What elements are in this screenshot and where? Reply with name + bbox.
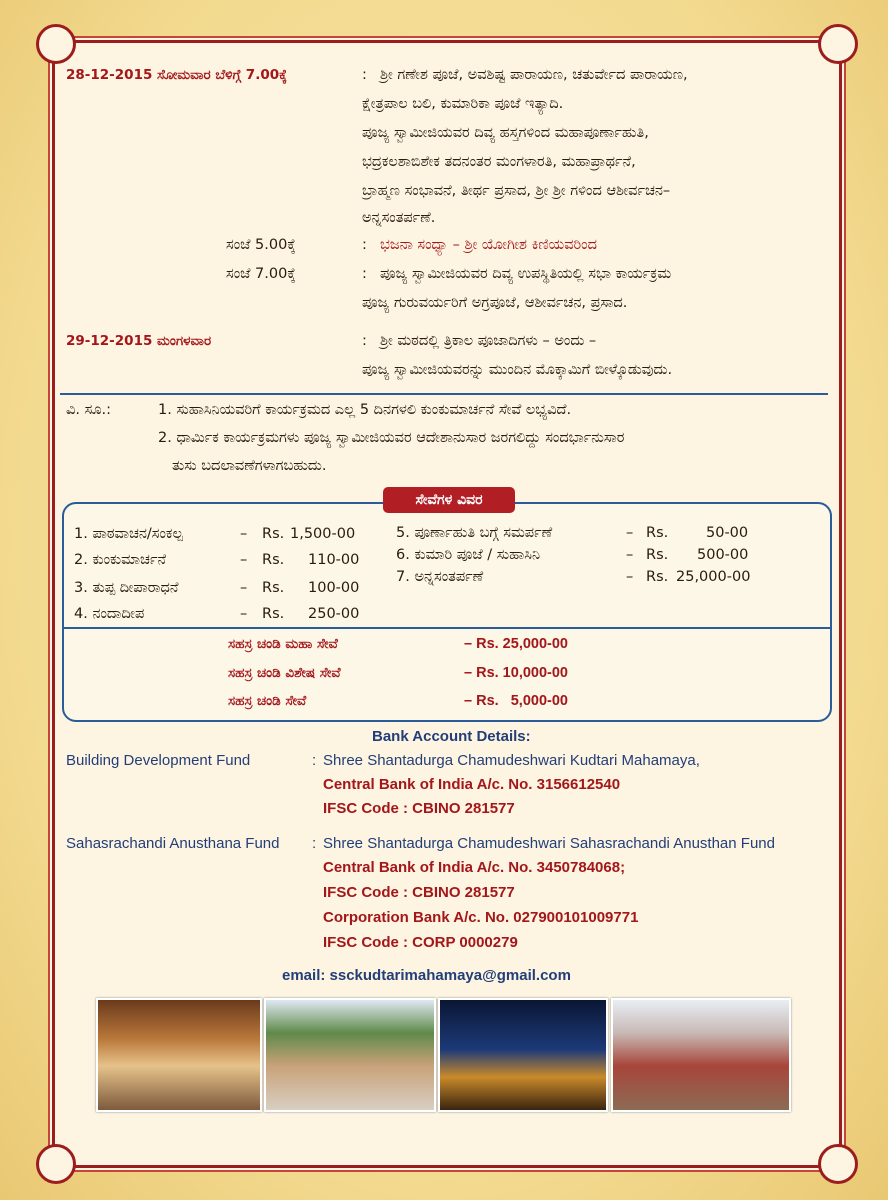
colon: : <box>362 333 367 349</box>
note-2: 2. ಧಾರ್ಮಿಕ ಕಾರ್ಯಕ್ರಮಗಳು ಪೂಜ್ಯ ಸ್ವಾಮೀಜಿಯವರ ಆದೇಶಾನುಸಾರ ಜರಗಲಿದ್ದು ಸಂದರ್ಭಾನುಸಾರ <box>158 430 625 446</box>
colon: : <box>362 266 367 282</box>
seva-rs: Rs. <box>262 526 285 542</box>
colon: : <box>312 752 317 769</box>
seva-item: 6. ಕುಮಾರಿ ಪೂಜೆ / ಸುಹಾಸಿನಿ <box>396 547 541 563</box>
seva-divider <box>62 627 830 629</box>
colon: : <box>312 835 317 852</box>
frame-ornament-icon <box>36 24 76 64</box>
colon: : <box>362 67 367 83</box>
seva-item: 7. ಅನ್ನಸಂತರ್ಪಣೆ <box>396 569 484 585</box>
colon: : <box>362 237 367 253</box>
event-line: ಪೂಜ್ಯ ಸ್ವಾಮೀಜಿಯವರನ್ನು ಮುಂದಿನ ಮೊಕ್ಕಾಮಿಗೆ ಬೀಳ್ಕೊಡುವುದು. <box>362 362 673 378</box>
note-2-cont: ತುಸು ಬದಲಾವಣೆಗಳಾಗಬಹುದು. <box>172 458 327 474</box>
temple-night-photo <box>438 998 608 1112</box>
seva-dash: – <box>240 552 248 568</box>
account-number-2: Corporation Bank A/c. No. 027900101009771 <box>323 909 639 926</box>
date-2: 29-12-2015 ಮಂಗಳವಾರ <box>66 333 212 349</box>
seva-dash: – <box>626 547 634 563</box>
note-1: 1. ಸುಹಾಸಿನಿಯವರಿಗೆ ಕಾರ್ಯಕ್ರಮದ ಎಲ್ಲ 5 ದಿನಗಳಲಿ ಕುಂಕುಮಾರ್ಚನೆ ಸೇವೆ ಲಭ್ಯವಿದೆ. <box>158 402 572 418</box>
seva-dash: – <box>240 606 248 622</box>
special-seva: ಸಹಸ್ರ ಚಂಡಿ ಮಹಾ ಸೇವೆ <box>228 636 338 652</box>
ifsc-code: IFSC Code : CBINO 281577 <box>323 884 515 901</box>
seva-amount: 250-00 <box>308 606 360 622</box>
notes-label: ವಿ. ಸೂ.: <box>66 402 112 418</box>
seva-dash: – <box>240 580 248 596</box>
bank-heading: Bank Account Details: <box>372 728 531 745</box>
time-label: ಸಂಜೆ 7.00ಕ್ಕೆ <box>226 266 296 282</box>
seva-item: 3. ತುಪ್ಪ ದೀಪಾರಾಧನೆ <box>74 580 179 596</box>
seva-rs: Rs. <box>262 580 285 596</box>
fund-label: Sahasrachandi Anusthana Fund <box>66 835 280 852</box>
seva-title: ಸೇವೆಗಳ ವಿವರ <box>383 487 515 513</box>
seva-amount: 25,000-00 <box>676 569 751 585</box>
seva-item: 5. ಪೂರ್ಣಾಹುತಿ ಬಗ್ಗೆ ಸಮರ್ಪಣೆ <box>396 525 553 541</box>
temple-front-photo <box>611 998 791 1112</box>
event-line: ಅನ್ನಸಂತರ್ಪಣೆ. <box>362 210 436 226</box>
frame-ornament-icon <box>36 1144 76 1184</box>
account-number: Central Bank of India A/c. No. 3156612540 <box>323 776 621 793</box>
account-name: Shree Shantadurga Chamudeshwari Sahasrachandi Anusthan Fund <box>323 835 775 852</box>
event-line: ಶ್ರೀ ಮಠದಲ್ಲಿ ತ್ರಿಕಾಲ ಪೂಜಾದಿಗಳು – ಅಂದು – <box>380 333 597 349</box>
date-1: 28-12-2015 ಸೋಮವಾರ ಬೆಳಿಗ್ಗೆ 7.00ಕ್ಕೆ <box>66 67 288 83</box>
seva-rs: Rs. <box>646 525 669 541</box>
temple-exterior-photo <box>264 998 436 1112</box>
special-seva-amount: – Rs. 5,000-00 <box>464 693 568 709</box>
seva-dash: – <box>240 526 248 542</box>
seva-rs: Rs. <box>262 606 285 622</box>
event-line: ಭದ್ರಕಲಶಾಬಿಶೇಕ ತದನಂತರ ಮಂಗಳಾರತಿ, ಮಹಾಪ್ರಾರ್ಥನೆ, <box>362 154 636 170</box>
ifsc-code: IFSC Code : CBINO 281577 <box>323 800 515 817</box>
seva-item: 2. ಕುಂಕುಮಾರ್ಚನೆ <box>74 552 167 568</box>
seva-amount: 110-00 <box>308 552 360 568</box>
seva-amount: 50-00 <box>706 525 749 541</box>
event-line: ಕ್ಷೇತ್ರಪಾಲ ಬಲಿ, ಕುಮಾರಿಕಾ ಪೂಜೆ ಇತ್ಯಾದಿ. <box>362 96 564 112</box>
special-seva-amount: – Rs. 25,000-00 <box>464 636 568 652</box>
event-line: ಪೂಜ್ಯ ಸ್ವಾಮೀಜಿಯವರ ದಿವ್ಯ ಹಸ್ತಗಳಿಂದ ಮಹಾಪೂರ್ಣಾಹುತಿ, <box>362 125 649 141</box>
time-label: ಸಂಜೆ 5.00ಕ್ಕೆ <box>226 237 296 253</box>
seva-amount: 100-00 <box>308 580 360 596</box>
account-number: Central Bank of India A/c. No. 3450784068; <box>323 859 626 876</box>
event-line: ಶ್ರೀ ಗಣೇಶ ಪೂಜೆ, ಅವಶಿಷ್ಟ ಪಾರಾಯಣ, ಚತುರ್ವೇದ ಪಾರಾಯಣ, <box>380 67 688 83</box>
seva-amount: 1,500-00 <box>290 526 356 542</box>
email[interactable]: email: ssckudtarimahamaya@gmail.com <box>282 967 571 984</box>
seva-item: 4. ನಂದಾದೀಪ <box>74 606 145 622</box>
ifsc-code-2: IFSC Code : CORP 0000279 <box>323 934 518 951</box>
seva-dash: – <box>626 569 634 585</box>
frame-ornament-icon <box>818 1144 858 1184</box>
temple-hall-photo <box>96 998 262 1112</box>
frame-ornament-icon <box>818 24 858 64</box>
special-seva: ಸಹಸ್ರ ಚಂಡಿ ವಿಶೇಷ ಸೇವೆ <box>228 665 341 681</box>
event-line: ಭಜನಾ ಸಂಧ್ಯಾ – ಶ್ರೀ ಯೋಗೀಶ ಕಿಣಿಯವರಿಂದ <box>380 237 597 253</box>
account-name: Shree Shantadurga Chamudeshwari Kudtari Mahamaya, <box>323 752 700 769</box>
event-line: ಪೂಜ್ಯ ಗುರುವರ್ಯರಿಗೆ ಅಗ್ರಪೂಜೆ, ಆಶೀರ್ವಚನ, ಪ್ರಸಾದ. <box>362 295 628 311</box>
event-line: ಬ್ರಾಹ್ಮಣ ಸಂಭಾವನೆ, ತೀರ್ಥ ಪ್ರಸಾದ, ಶ್ರೀ ಶ್ರೀ ಗಳಿಂದ ಆಶೀರ್ವಚನ– <box>362 183 671 199</box>
seva-rs: Rs. <box>646 547 669 563</box>
seva-amount: 500-00 <box>697 547 749 563</box>
seva-dash: – <box>626 525 634 541</box>
seva-rs: Rs. <box>646 569 669 585</box>
special-seva-amount: – Rs. 10,000-00 <box>464 665 568 681</box>
event-line: ಪೂಜ್ಯ ಸ್ವಾಮೀಜಿಯವರ ದಿವ್ಯ ಉಪಸ್ಥಿತಿಯಲ್ಲಿ ಸಭಾ ಕಾರ್ಯಕ್ರಮ <box>380 266 672 282</box>
fund-label: Building Development Fund <box>66 752 251 769</box>
divider <box>60 393 828 395</box>
special-seva: ಸಹಸ್ರ ಚಂಡಿ ಸೇವೆ <box>228 693 307 709</box>
seva-item: 1. ಪಾಠವಾಚನ/ಸಂಕಲ್ಪ <box>74 526 183 542</box>
seva-rs: Rs. <box>262 552 285 568</box>
